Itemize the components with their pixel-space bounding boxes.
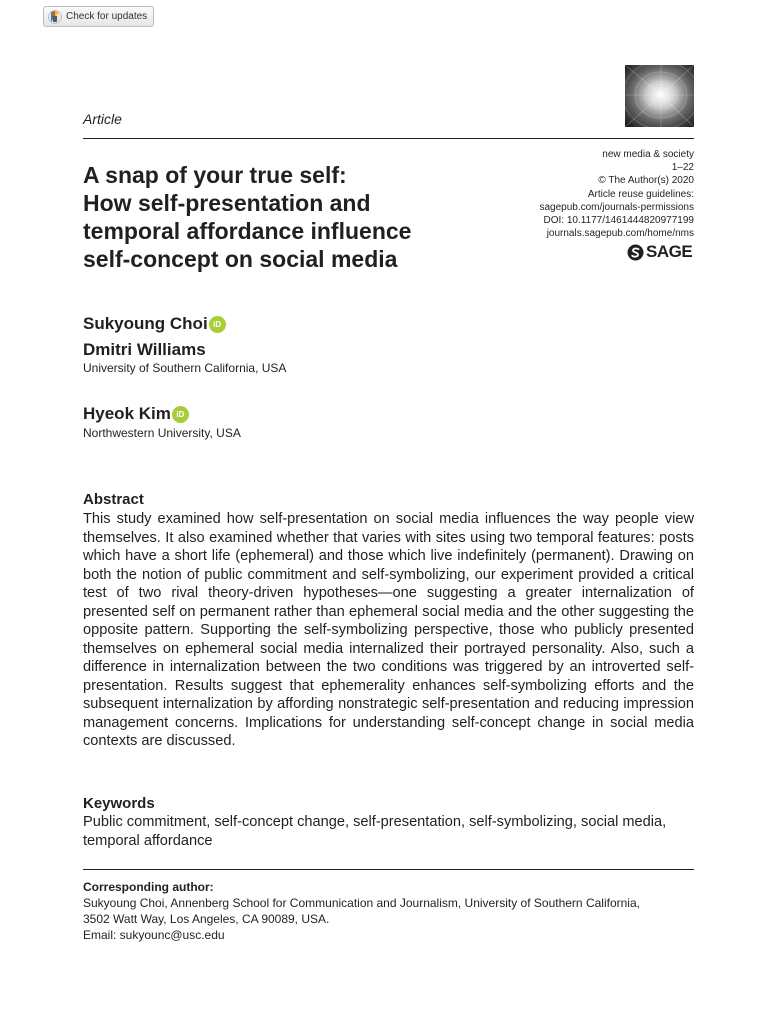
- orcid-icon[interactable]: iD: [209, 316, 226, 333]
- title-line: temporal affordance influence: [83, 218, 412, 244]
- journal-name: new media & society: [602, 149, 694, 160]
- corresponding-line: 3502 Watt Way, Los Angeles, CA 90089, USA.: [83, 912, 330, 926]
- keywords-text: Public commitment, self-concept change, self-presentation, self-symbolizing, social media, temporal affordance: [83, 814, 667, 849]
- journal-homepage-link[interactable]: journals.sagepub.com/home/nms: [546, 228, 694, 240]
- reuse-guidelines: Article reuse guidelines:: [587, 188, 694, 200]
- check-for-updates-button[interactable]: [43, 6, 154, 27]
- author-name: Hyeok Kim: [83, 404, 171, 423]
- corresponding-line: Sukyoung Choi, Annenberg School for Communication and Journalism, University of Southern California,: [83, 896, 640, 910]
- journal-info: [539, 148, 694, 240]
- crossmark-icon: [48, 10, 62, 24]
- corresponding-author-heading: Corresponding author:: [83, 880, 214, 894]
- author-hyeok-kim: [83, 404, 189, 424]
- publisher-name: SAGE: [646, 242, 693, 261]
- journal-cover-image: [625, 65, 694, 127]
- affiliation-northwestern: Northwestern University, USA: [83, 426, 241, 440]
- article-title: [83, 161, 493, 273]
- copyright: © The Author(s) 2020: [598, 175, 694, 187]
- header-divider: [83, 138, 694, 139]
- corresponding-author-details: [83, 895, 694, 943]
- check-for-updates-label: Check for updates: [66, 11, 148, 22]
- abstract-heading: Abstract: [83, 491, 144, 508]
- corresponding-email[interactable]: Email: sukyounc@usc.edu: [83, 928, 225, 942]
- title-line: self-concept on social media: [83, 246, 398, 272]
- title-line: A snap of your true self:: [83, 162, 347, 188]
- publisher-logo: [627, 242, 692, 262]
- author-name: Dmitri Williams: [83, 340, 206, 359]
- article-type: Article: [83, 111, 122, 127]
- doi[interactable]: DOI: 10.1177/1461444820977199: [543, 215, 694, 227]
- orcid-icon[interactable]: iD: [172, 406, 189, 423]
- footer-divider: [83, 869, 694, 870]
- permissions-link[interactable]: sagepub.com/journals-permissions: [539, 201, 694, 213]
- affiliation-usc: University of Southern California, USA: [83, 361, 287, 375]
- abstract-text: This study examined how self-presentation on social media influences the way people view themselves. It also examined whether that varies with sites using two temporal features: posts which have a short life (ephemeral) and those which live indefinitely (permanent). Drawing on both the notion of public commitment and self-symbolizing, our experiment provided a critical test of two rival theory-driven hypotheses—one suggesting a greater internalization of presented self on permanent rather than ephemeral social media and the other suggesting the opposite pattern. Supporting the self-symbolizing perspective, those who publicly presented themselves on ephemeral social media internalized their portrayed personality. Also, such a difference in internalization between the two conditions was triggered by an introverted self-presentation. Results suggest that ephemerality enhances self-symbolizing efforts and the subsequent internalization by affording nonstrategic self-presentation and reducing impression management concerns. Implications for understanding self-concept change in social media contexts are discussed.: [83, 511, 694, 749]
- sage-logo-icon: [627, 244, 644, 261]
- author-sukyoung-choi: [83, 314, 226, 334]
- page-range: 1–22: [671, 162, 694, 174]
- title-line: How self-presentation and: [83, 190, 371, 216]
- author-name: Sukyoung Choi: [83, 314, 208, 333]
- keywords-heading: Keywords: [83, 795, 155, 812]
- author-dmitri-williams: [83, 340, 206, 360]
